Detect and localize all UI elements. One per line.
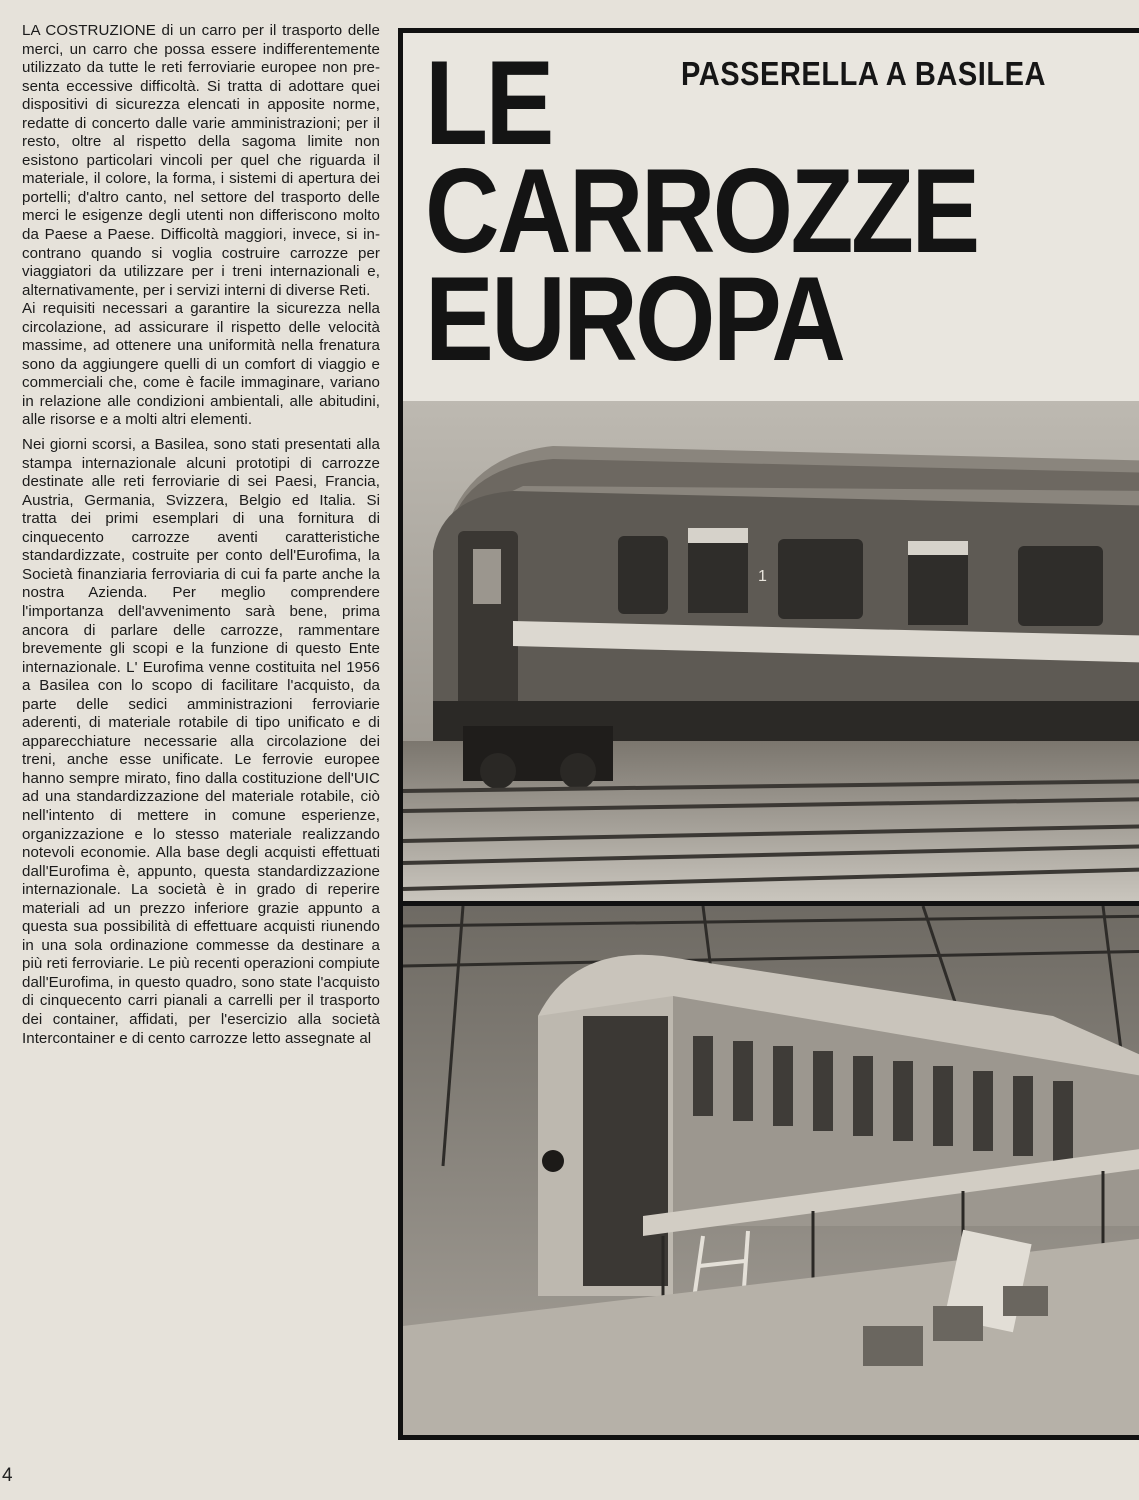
headline-line-3: EUROPA (425, 252, 844, 386)
paragraph-1-text: di un carro per il trasporto delle merci, un carro che possa essere indifferentemente utilizzato da tutte le reti ferroviarie europee non presenta eccessive difficoltà. Si tratta di adottare quei dispositivi di sicurezza elencati in apposite norme, redatte di concerto dalle varie amministrazioni; per il resto, oltre al rispetto della sagoma limite non esistono particolari vincoli per quel che riguarda il materiale, il colore, la forma, i sistemi di apertura dei portelli; d'altro canto, nel settore del trasporto delle merci le esigenze degli utenti non differiscono molto da Paese a Paese. Difficoltà maggiori, invece, si incontrano quando si voglia costruire carrozze per viaggiatori da utilizzare per i treni internazionali e, alternativamente, per i servizi interni di diverse Reti. (22, 22, 380, 299)
lead-in: LA COSTRUZIONE (22, 22, 156, 39)
headline-line-2: CARROZZE (425, 144, 978, 278)
article-body (22, 22, 380, 1462)
headline (425, 36, 1068, 386)
feature-panel (398, 28, 1139, 1440)
kicker: PASSERELLA A BASILEA (681, 55, 1046, 92)
paragraph-1 (22, 22, 380, 300)
coach-photo (403, 401, 1139, 906)
paragraph-2: Ai requisiti necessari a garantire la sicurezza nella circolazione, ad assicurare il rispetto delle velocità massime, ad ottenere una uniformità nella frenatura sono da aggiungere quelli di un comfort di viaggio e commerciali che, come è facile immaginare, variano in relazione alle condizioni ambientali, alle abitudini, alle risorse e a molti altri elementi. (22, 300, 380, 429)
headline-line-1: LE (425, 36, 552, 170)
workshop-photo (403, 906, 1139, 1440)
page-number: 4 (2, 1465, 13, 1486)
paragraph-3: Nei giorni scorsi, a Basilea, sono stati presentati alla stampa internazionale alcuni prototipi di carrozze destinate alle reti ferroviarie di sei Paesi, Francia, Austria, Germania, Svizzera, Belgio ed Italia. Si tratta dei primi esemplari di una fornitura di cinquecento carrozze aventi caratteristiche standardizzate, costruite per conto dell'Eurofima, la Società finanziaria ferroviaria di cui fa parte anche la nostra Azienda. Per meglio comprendere l'importanza dell'avvenimento sarà bene, prima ancora di parlare delle carrozze, rammentare brevemente gli scopi e la funzione di questo Ente internazionale. L' Eurofima venne costituita nel 1956 a Basilea con lo scopo di facilitare l'acquisto, da parte delle sedici amministrazioni ferroviarie aderenti, di materiale rotabile di tipo unificato e di apparecchiature necessarie alla circolazione dei treni, anche esse unificate. Le ferrovie europee hanno sempre mirato, fino dalla costituzione dell'UIC ad una standardizzazione del materiale rotabile, ciò nell'intento di mettere in comune esperienze, organizzazione e lo stesso materiale realizzando notevoli economie. Alla base degli acquisti effettuati dall'Eurofima è, appunto, questa standardizzazione internazionale. La società è in grado di reperire materiali ad un prezzo inferiore grazie appunto a questa sua possibilità di effettuare acquisti riunendo in una sola ordinazione commesse da destinare a più reti ferroviarie. Le più recenti operazioni compiute dall'Eurofima, in questo quadro, sono state l'acquisto di cinquecento carri pianali a carrelli per il trasporto dei container, affidati, per l'esercizio alla società Intercontainer e di cento carrozze letto assegnate al (22, 436, 380, 1047)
coach-number: 1 (758, 568, 767, 585)
